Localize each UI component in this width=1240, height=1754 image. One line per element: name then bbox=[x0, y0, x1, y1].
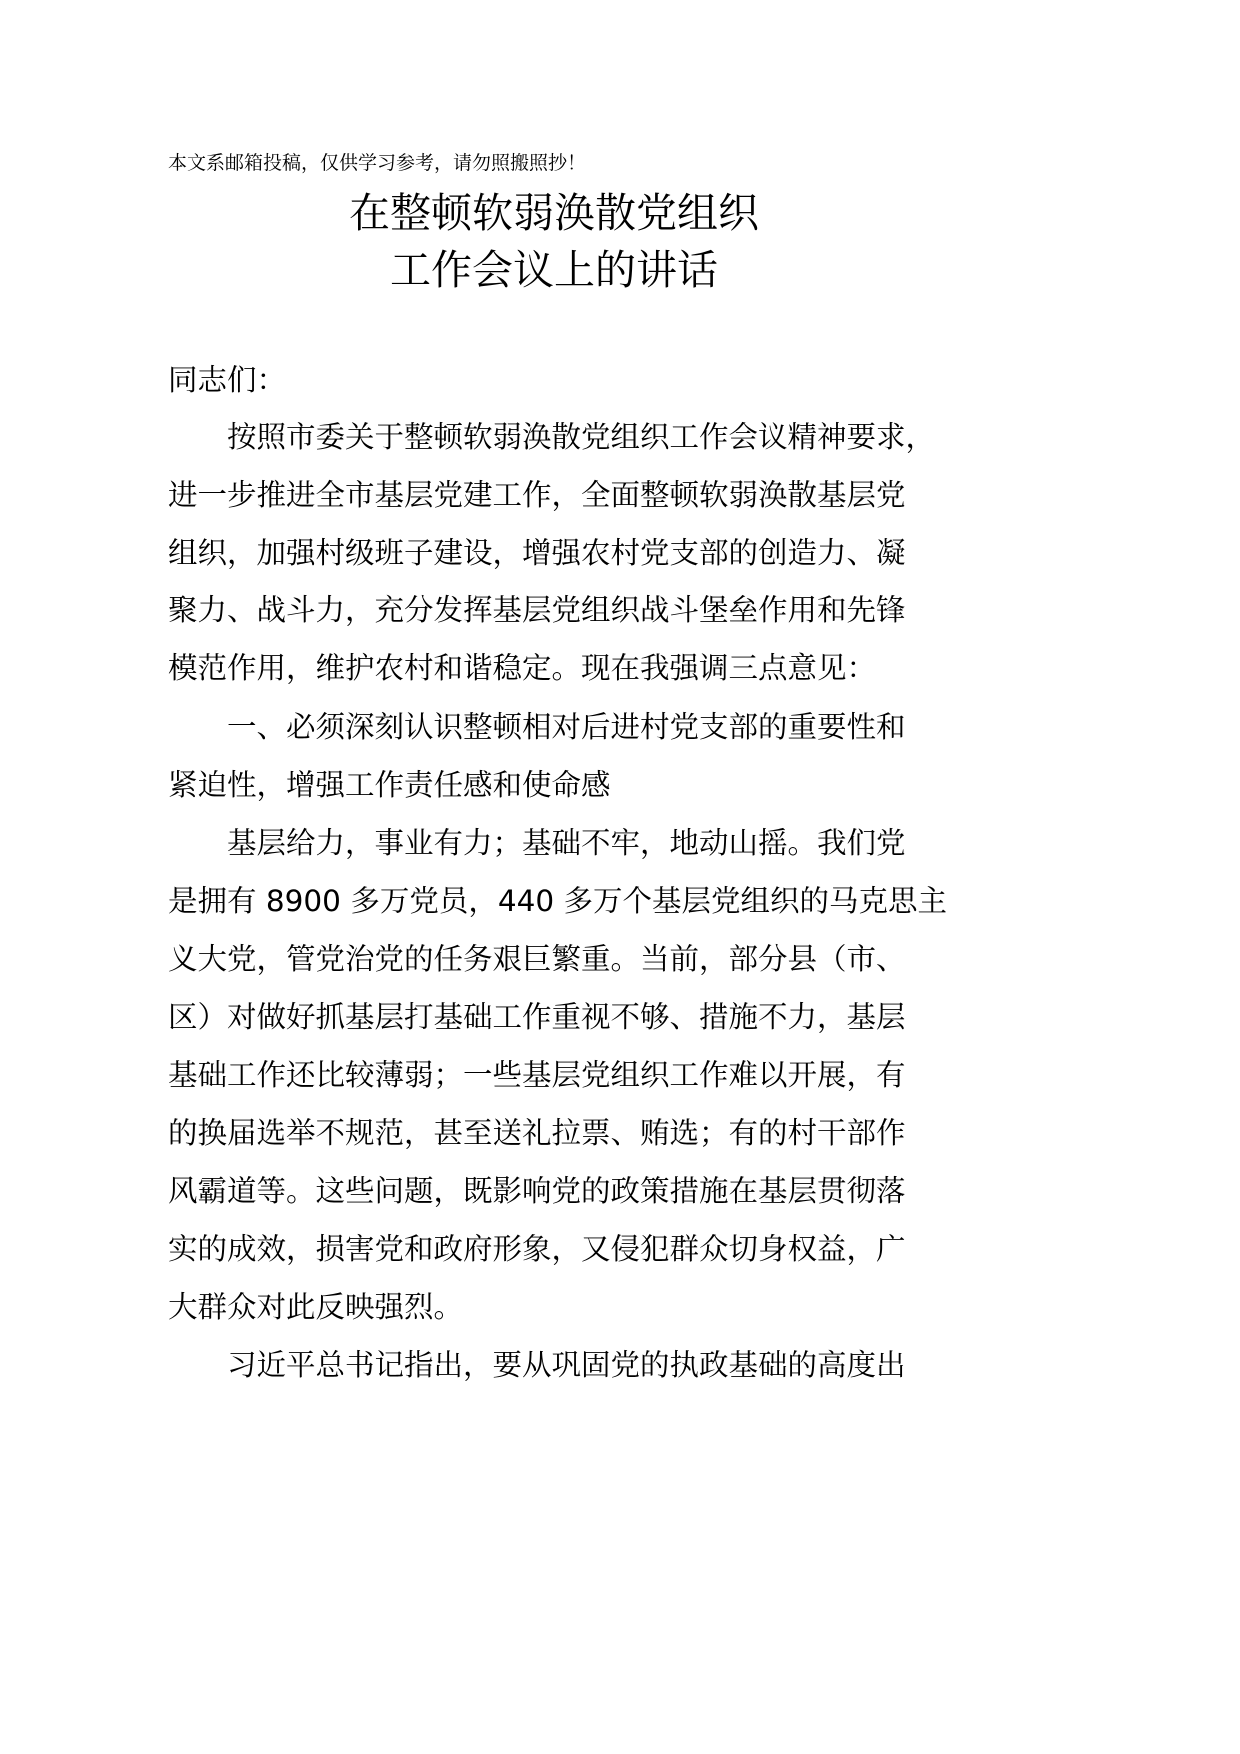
paragraph-line: 进一步推进全市基层党建工作，全面整顿软弱涣散基层党 bbox=[168, 478, 906, 512]
section-heading-line: 紧迫性，增强工作责任感和使命感 bbox=[168, 768, 611, 802]
paragraph-line: 习近平总书记指出，要从巩固党的执政基础的高度出 bbox=[227, 1348, 906, 1382]
paragraph-line: 是拥有 8900 多万党员，440 多万个基层党组织的马克思主 bbox=[168, 884, 948, 918]
paragraph-line: 基层给力，事业有力；基础不牢，地动山摇。我们党 bbox=[227, 826, 906, 860]
paragraph-line: 风霸道等。这些问题，既影响党的政策措施在基层贯彻落 bbox=[168, 1174, 906, 1208]
paragraph-line: 聚力、战斗力，充分发挥基层党组织战斗堡垒作用和先锋 bbox=[168, 593, 906, 627]
section-heading-line: 一、必须深刻认识整顿相对后进村党支部的重要性和 bbox=[227, 710, 906, 744]
paragraph-line: 组织，加强村级班子建设，增强农村党支部的创造力、凝 bbox=[168, 536, 906, 570]
paragraph-line: 基础工作还比较薄弱；一些基层党组织工作难以开展，有 bbox=[168, 1058, 906, 1092]
paragraph-line: 按照市委关于整顿软弱涣散党组织工作会议精神要求， bbox=[227, 420, 936, 454]
paragraph-line: 义大党，管党治党的任务艰巨繁重。当前，部分县（市、 bbox=[168, 942, 906, 976]
title-line-1: 在整顿软弱涣散党组织 bbox=[349, 189, 759, 237]
paragraph-line: 的换届选举不规范，甚至送礼拉票、贿选；有的村干部作 bbox=[168, 1116, 906, 1150]
title-line-2: 工作会议上的讲话 bbox=[390, 246, 718, 294]
paragraph-line: 模范作用，维护农村和谐稳定。现在我强调三点意见： bbox=[168, 651, 877, 685]
paragraph-line: 大群众对此反映强烈。 bbox=[168, 1290, 464, 1324]
salutation: 同志们： bbox=[168, 363, 287, 397]
paragraph-line: 实的成效，损害党和政府形象，又侵犯群众切身权益，广 bbox=[168, 1232, 906, 1266]
paragraph-line: 区）对做好抓基层打基础工作重视不够、措施不力，基层 bbox=[168, 1000, 906, 1034]
disclaimer-note: 本文系邮箱投稿，仅供学习参考，请勿照搬照抄！ bbox=[168, 152, 587, 174]
